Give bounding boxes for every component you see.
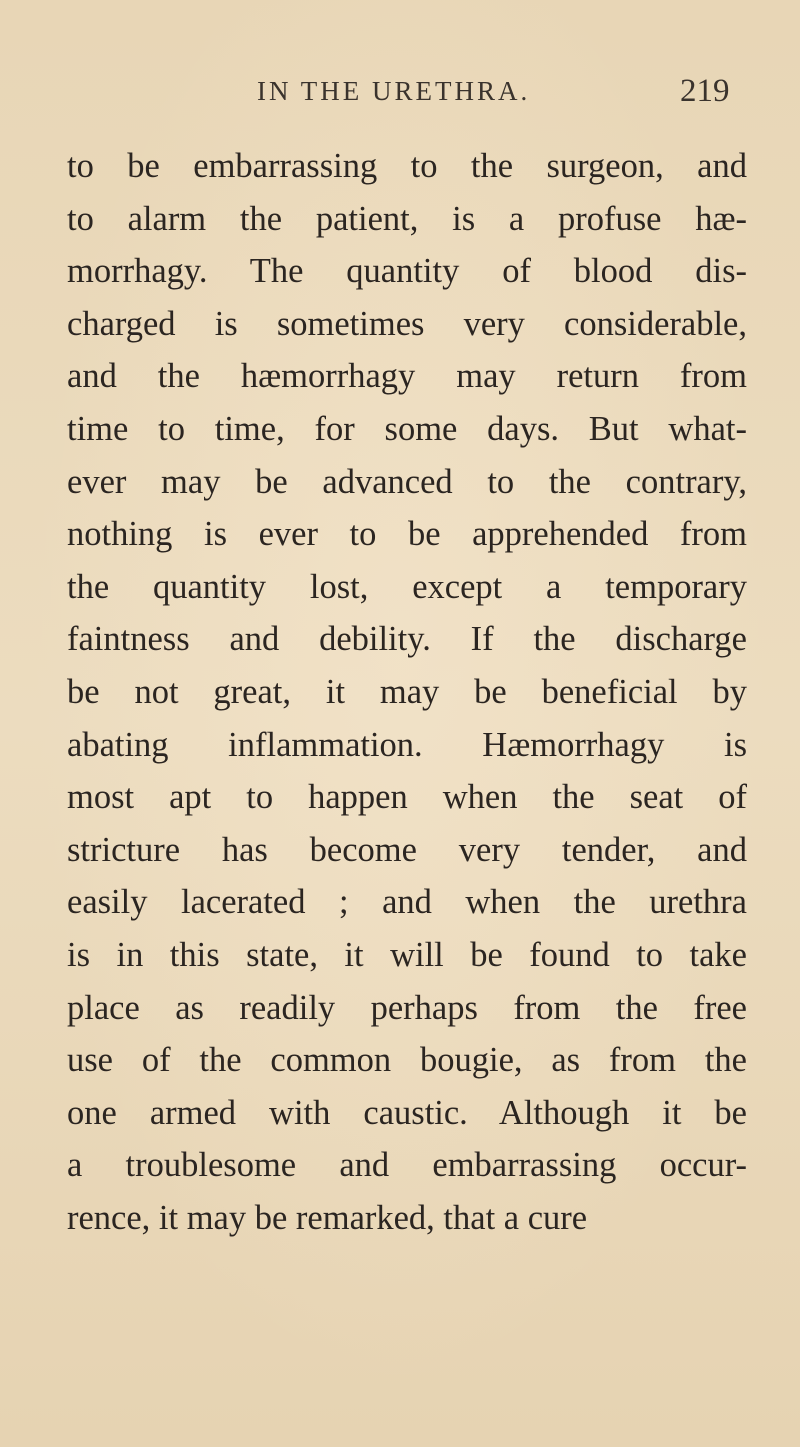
text-line: to alarm the patient, is a profuse hæ- (67, 199, 747, 238)
body-text (67, 140, 747, 1244)
text-line: morrhagy. The quantity of blood dis- (67, 252, 747, 291)
text-line: easily lacerated ; and when the urethra (67, 883, 747, 922)
running-title: IN THE URETHRA. (257, 76, 531, 106)
text-line: stricture has become very tender, and (67, 830, 747, 869)
text-line: use of the common bougie, as from the (67, 1041, 747, 1080)
text-line: place as readily perhaps from the free (67, 988, 747, 1027)
text-line: and the hæmorrhagy may return from (67, 357, 747, 396)
text-line: abating inflammation. Hæmorrhagy is (67, 725, 747, 764)
text-line: nothing is ever to be apprehended from (67, 515, 747, 554)
text-line: rence, it may be remarked, that a cure (67, 1198, 588, 1237)
text-line: a troublesome and embarrassing occur- (67, 1146, 747, 1185)
text-line: to be embarrassing to the surgeon, and (67, 147, 747, 185)
text-line: the quantity lost, except a temporary (67, 567, 747, 606)
text-line: one armed with caustic. Although it be (67, 1093, 747, 1132)
page-number: 219 (680, 73, 730, 109)
text-line: ever may be advanced to the contrary, (67, 462, 747, 501)
text-line: most apt to happen when the seat of (67, 778, 747, 817)
text-line: charged is sometimes very considerable, (67, 304, 747, 343)
running-head (0, 73, 800, 116)
text-line: time to time, for some days. But what- (67, 409, 747, 448)
text-line: is in this state, it will be found to take (67, 935, 747, 974)
text-line: faintness and debility. If the discharge (67, 620, 747, 659)
text-line: be not great, it may be beneficial by (67, 672, 747, 711)
